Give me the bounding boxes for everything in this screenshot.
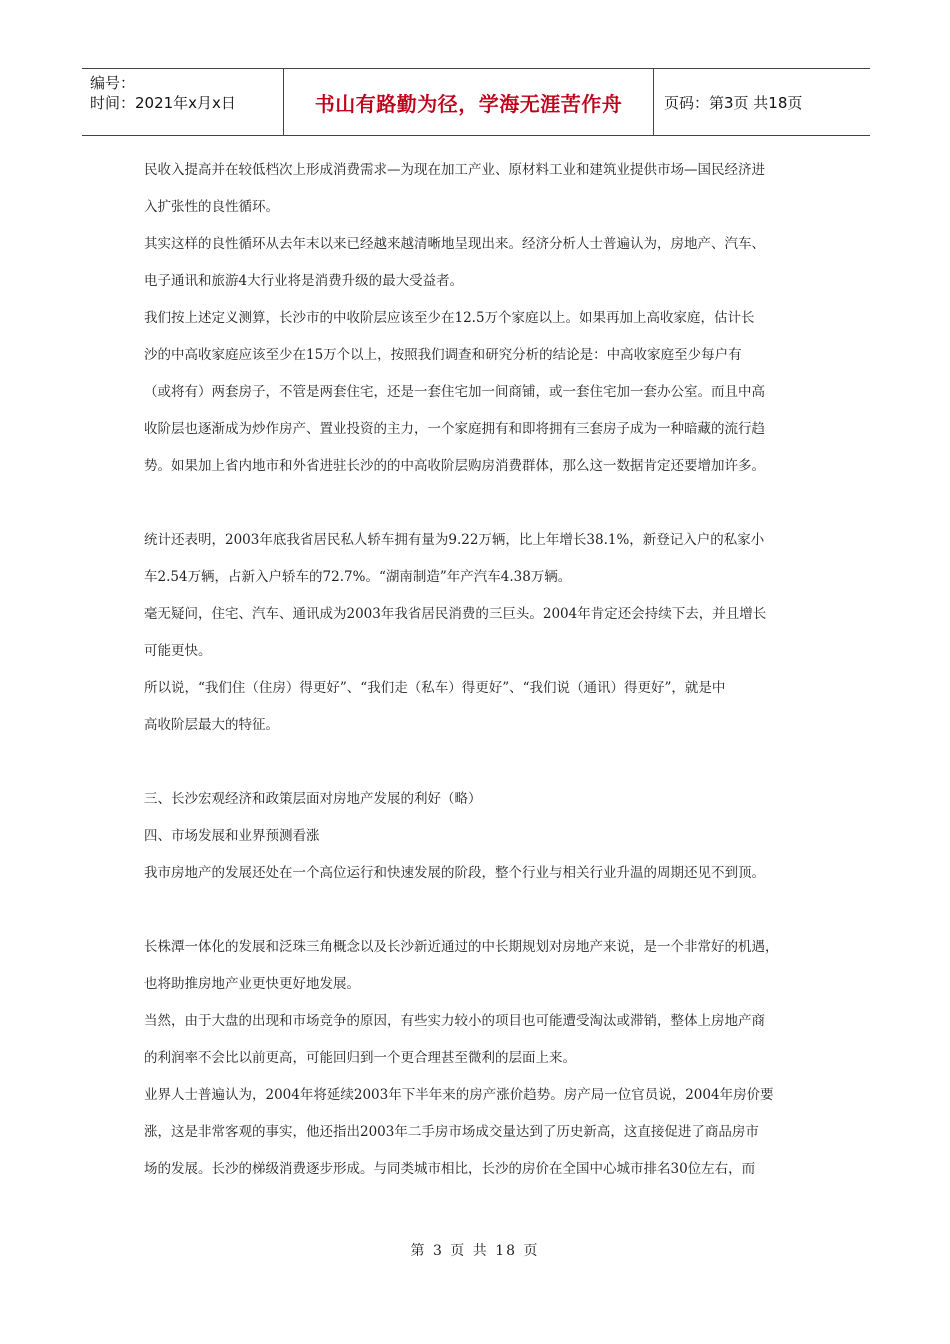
page-header: [82, 68, 870, 136]
text-line: 我市房地产的发展还处在一个高位运行和快速发展的阶段，整个行业与相关行业升温的周期还见不到顶。: [144, 865, 765, 881]
header-meta: [82, 69, 284, 135]
document-time-label: 时间：2021年x月x日: [90, 94, 236, 112]
paragraph-gap: [144, 892, 814, 929]
text-line: 势。如果加上省内地市和外省进驻长沙的的中高收阶层购房消费群体，那么这一数据肯定还要增加许多。: [144, 458, 765, 474]
text-line: 沙的中高收家庭应该至少在15万个以上，按照我们调查和研究分析的结论是：中高收家庭至少每户有: [144, 347, 742, 363]
text-line: 我们按上述定义测算，长沙市的中收阶层应该至少在12.5万个家庭以上。如果再加上高收家庭，估计长: [144, 310, 755, 326]
text-line: 车2.54万辆，占新入户轿车的72.7%。“湖南制造”年产汽车4.38万辆。: [144, 569, 572, 585]
document-number-label: 编号：: [90, 74, 136, 92]
text-line: 也将助推房地产业更快更好地发展。: [144, 976, 360, 992]
text-line: 统计还表明，2003年底我省居民私人轿车拥有量为9.22万辆，比上年增长38.1%，新登记入户的私家小: [144, 532, 765, 548]
text-line: 涨，这是非常客观的事实，他还指出2003年二手房市场成交量达到了历史新高，这直接促进了商品房市: [144, 1124, 759, 1140]
text-line: 收阶层也逐渐成为炒作房产、置业投资的主力，一个家庭拥有和即将拥有三套房子成为一种暗藏的流行趋: [144, 421, 765, 437]
header-motto: 书山有路勤为径，学海无涯苦作舟: [284, 69, 654, 135]
text-line: 毫无疑问，住宅、汽车、通讯成为2003年我省居民消费的三巨头。2004年肯定还会持续下去，并且增长: [144, 606, 767, 622]
section-heading: 四、市场发展和业界预测看涨: [144, 828, 320, 844]
text-line: 当然，由于大盘的出现和市场竞争的原因，有些实力较小的项目也可能遭受淘汰或滞销，整体上房地产商: [144, 1013, 765, 1029]
paragraph-gap: [144, 485, 814, 522]
header-page-label: 页码：第3页 共18页: [664, 93, 803, 112]
text-line: 电子通讯和旅游4大行业将是消费升级的最大受益者。: [144, 273, 464, 289]
document-body: [144, 152, 814, 1188]
text-line: 长株潭一体化的发展和泛珠三角概念以及长沙新近通过的中长期规划对房地产来说，是一个非常好的机遇，: [144, 939, 779, 955]
text-line: 入扩张性的良性循环。: [144, 199, 279, 215]
text-line: 可能更快。: [144, 643, 212, 659]
page-footer: 第 3 页 共 18 页: [410, 1243, 540, 1259]
text-line: 场的发展。长沙的梯级消费逐步形成。与同类城市相比，长沙的房价在全国中心城市排名30位左右，而: [144, 1161, 756, 1177]
paragraph-gap: [144, 744, 814, 781]
text-line: 其实这样的良性循环从去年末以来已经越来越清晰地呈现出来。经济分析人士普遍认为，房地产、汽车、: [144, 236, 765, 252]
text-line: 所以说，“我们住（住房）得更好”、“我们走（私车）得更好”、“我们说（通讯）得更好”，就是中: [144, 680, 726, 696]
text-line: （或将有）两套房子，不管是两套住宅，还是一套住宅加一间商铺，或一套住宅加一套办公室。而且中高: [144, 384, 765, 400]
text-line: 民收入提高并在较低档次上形成消费需求—为现在加工产业、原材料工业和建筑业提供市场—国民经济进: [144, 162, 765, 178]
text-line: 高收阶层最大的特征。: [144, 717, 279, 733]
section-heading: 三、长沙宏观经济和政策层面对房地产发展的利好（略）: [144, 791, 482, 807]
text-line: 业界人士普遍认为，2004年将延续2003年下半年来的房产涨价趋势。房产局一位官员说，2004年房价要: [144, 1087, 774, 1103]
text-line: 的利润率不会比以前更高，可能回归到一个更合理甚至微利的层面上来。: [144, 1050, 576, 1066]
